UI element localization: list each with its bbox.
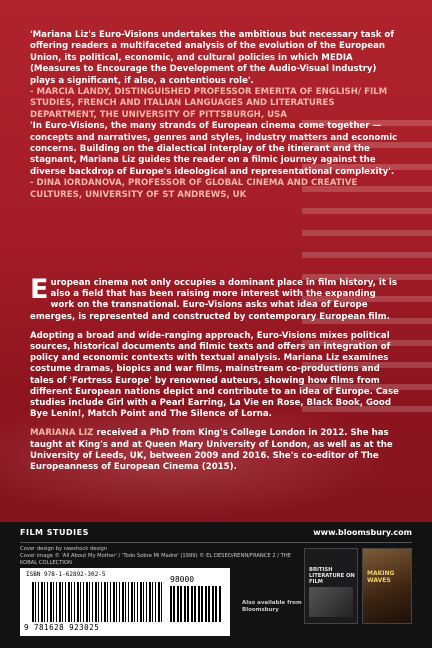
description-paragraph-1-text: uropean cinema not only occupies a dominant place in film history, it is also a field that has been raising more interest with the expanding work on the transnational. Euro-Visions asks what idea of Europe emerges, is represented and constructed by contemporary European film. [30, 278, 397, 322]
quote-1-text: 'Mariana Liz's Euro-Visions undertakes the ambitious but necessary task of offering readers a multifaceted analysis of the evolution of the European Union, its political, economic, and cultural policies in which MEDIA (Measures to Encourage the Development of the Audio-Visual Industry) plays a significant, if also, a contentious role'. [30, 30, 395, 86]
barcode-icon [32, 582, 162, 622]
quote-2-text: 'In Euro-Visions, the many strands of European cinema come together — concepts and narratives, genres and styles, industry matters and economic concerns. Building on the dialectical interplay of the itinerant and the stagnant, Mariana Liz guides the reader on a filmic journey against the diverse backdrop of Europe's ideological and representational complexity'. [30, 121, 398, 177]
drop-cap: E [30, 274, 49, 305]
price-barcode-icon [170, 586, 222, 622]
author-bio-text: received a PhD from King's College London in 2012. She has taught at King's and at Queen Mary University of London, as well as at the University of Leeds, UK, between 2009 and 2016. She's co-editor of The Europeanness of European Cinema (2015). [30, 428, 393, 473]
quote-2-attribution: - DINA IORDANOVA, PROFESSOR OF GLOBAL CINEMA AND CREATIVE CULTURES, UNIVERSITY OF ST ANDREWS, UK [30, 178, 358, 200]
related-book-1 [304, 548, 358, 624]
quote-1-attribution: - MARCIA LANDY, DISTINGUISHED PROFESSOR EMERITA OF ENGLISH/ FILM STUDIES, FRENCH AND ITALIAN LANGUAGES AND LITERATURES DEPARTMENT, THE UNIVERSITY OF PITTSBURGH, USA [30, 87, 388, 120]
cover-credits [20, 546, 300, 567]
related-book-1-title: BRITISH LITERATURE ON FILM [309, 567, 355, 585]
price-code: 98000 [170, 575, 195, 584]
footer-header [20, 528, 412, 543]
related-book-2 [362, 548, 412, 624]
description-paragraph-2: Adopting a broad and wide-ranging approach, Euro-Visions mixes political sources, historical documents and filmic texts and offers an integration of policy and economic contexts with textual analysis. Mariana Liz examines costume dramas, biopics and war films, mainstream co-productions and tales of 'Fortress Europe' by renowned auteurs, showing how films from different European nations depict and contribute to an idea of Europe. Case studies include Girl with a Pearl Earring, La Vie en Rose, Black Book, Good Bye Lenin!, Match Point and The Silence of Lorna. [30, 330, 399, 420]
publisher-website: www.bloomsbury.com [313, 528, 412, 537]
book-description [30, 274, 402, 481]
also-available-label: Also available from Bloomsbury [242, 600, 302, 613]
related-book-1-image [309, 587, 353, 617]
isbn-number: 9 781628 923025 [24, 623, 100, 632]
isbn-label: ISBN 978-1-62892-302-5 [26, 571, 106, 578]
credits-image: Cover image © 'All About My Mother' / 'Todo Sobre Mi Madre' (1999) © EL DESEO/RENN/FRANCE 2 / THE KOBAL COLLECTION [20, 553, 292, 566]
author-bio [30, 428, 402, 473]
author-name: MARIANA LIZ [30, 428, 94, 439]
related-book-2-title: MAKING WAVES [367, 570, 395, 584]
quote-2 [30, 121, 402, 201]
subject-category: FILM STUDIES [20, 528, 89, 537]
description-paragraph-1 [30, 274, 402, 323]
barcode-box [20, 568, 230, 636]
endorsement-quotes [30, 30, 402, 201]
related-book-2-image [363, 549, 411, 623]
quote-1 [30, 30, 402, 121]
credits-design: Cover design by rawshock design [20, 546, 108, 552]
